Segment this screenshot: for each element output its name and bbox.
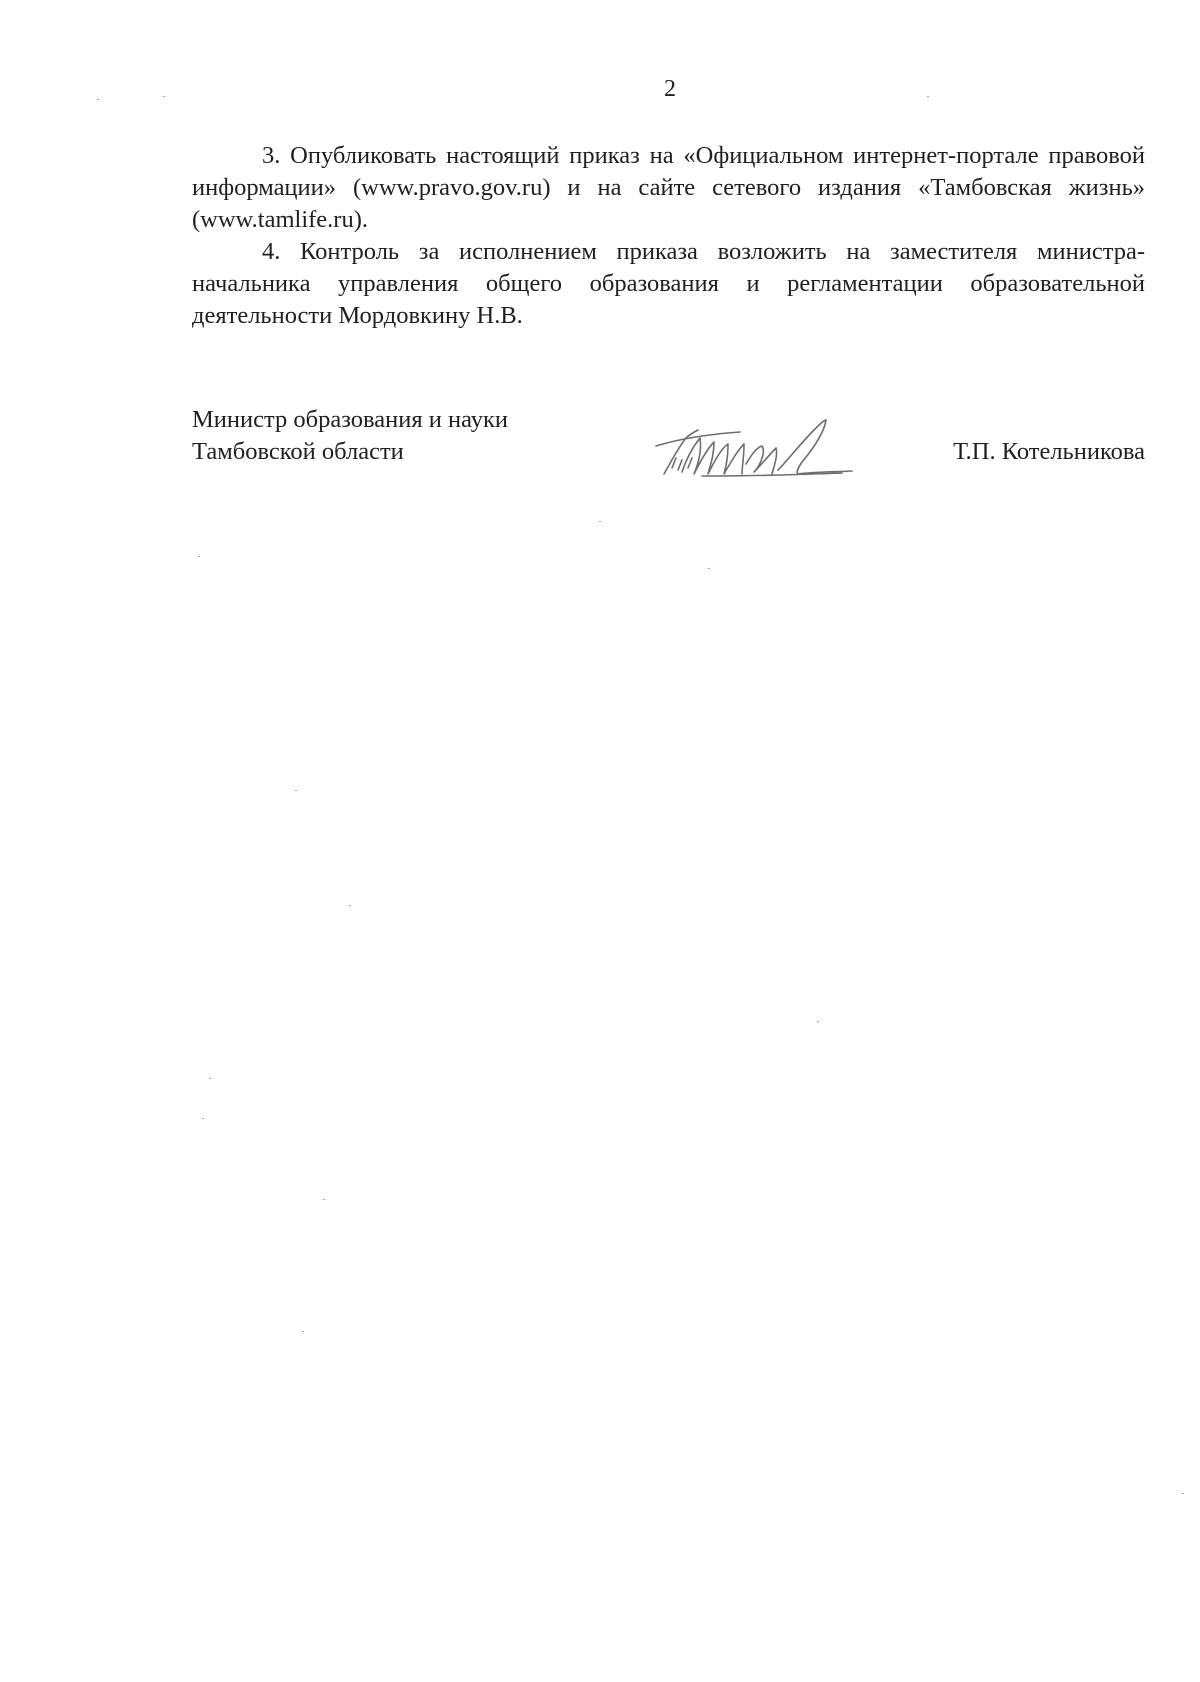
scan-speck [599, 521, 601, 522]
scan-speck [198, 556, 200, 557]
scan-speck [708, 568, 710, 569]
signatory-name: Т.П. Котельникова [953, 438, 1145, 465]
scan-speck [1182, 1493, 1184, 1494]
scan-speck [302, 1331, 304, 1332]
scan-speck [323, 1199, 325, 1200]
paragraph-control: 4. Контроль за исполнением приказа возложить на заместителя министра-начальника управления общего образования и регламентации образовательной деятельности Мордовкину Н.В. [192, 238, 1145, 329]
scan-speck [97, 99, 99, 100]
page-number: 2 [664, 76, 676, 102]
scan-speck [927, 96, 929, 97]
handwritten-signature-icon [642, 408, 872, 488]
scan-speck [295, 790, 297, 791]
scan-speck [817, 1021, 819, 1022]
signatory-title-line-1: Министр образования и науки [192, 406, 508, 433]
signatory-title-line-2: Тамбовской области [192, 438, 404, 465]
paragraph-publication: 3. Опубликовать настоящий приказ на «Официальном интернет-портале правовой информации» (www.pravo.gov.ru) и на сайте сетевого издания «Тамбовская жизнь» (www.tamlife.ru). [192, 142, 1145, 233]
scan-speck [163, 96, 165, 97]
document-body [192, 140, 1145, 332]
scan-speck [349, 905, 351, 906]
signature-block [192, 404, 1145, 484]
signatory-title [192, 404, 508, 468]
scan-speck [209, 1078, 211, 1079]
scan-speck [202, 1118, 204, 1119]
